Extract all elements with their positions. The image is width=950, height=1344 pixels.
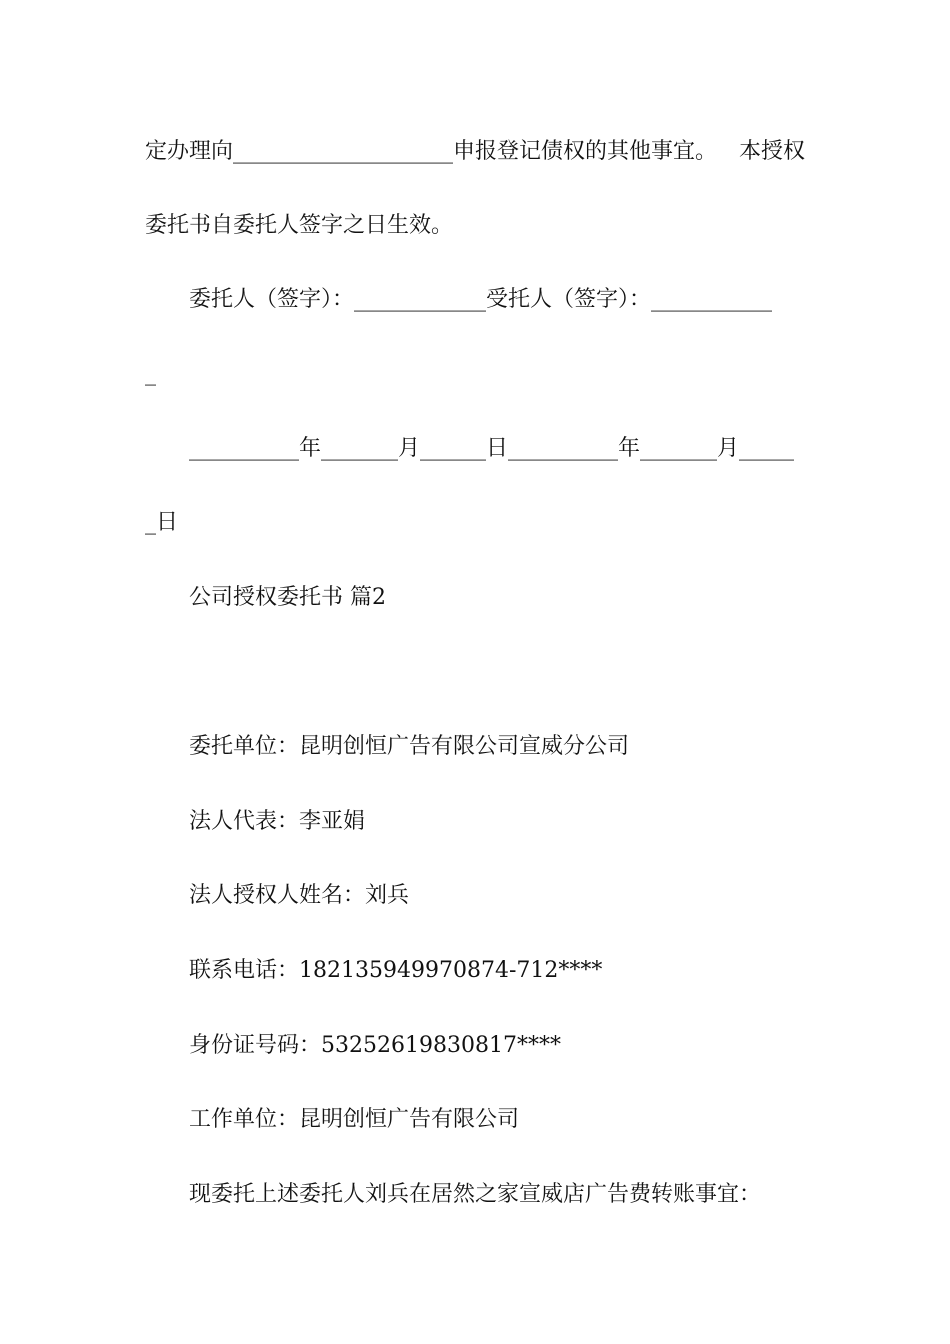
date-line: __________年_______月______日__________年_______月_____ [189,436,795,461]
field-entrusting-unit: 委托单位：昆明创恒广告有限公司宣威分公司 [189,734,630,759]
text-authorization-start: 本授权 [738,139,805,164]
text-registration-clause: 定办理向____________________申报登记债权的其他事宜。 [145,139,718,164]
date-line-overflow: _日 [145,510,179,535]
paragraph-line-effective: 委托书自委托人签字之日生效。 [145,213,454,238]
paragraph-line-registration [145,137,805,167]
signature-line-overflow: _ [145,361,156,386]
section-heading: 公司授权委托书 篇2 [189,585,386,610]
field-authorized-person: 法人授权人姓名：刘兵 [189,883,410,908]
paragraph-entrustment: 现委托上述委托人刘兵在居然之家宣威店广告费转账事宜： [189,1182,762,1207]
field-id-number: 身份证号码：53252619830817**** [189,1033,561,1058]
field-work-unit: 工作单位：昆明创恒广告有限公司 [189,1107,520,1132]
field-phone: 联系电话：182135949970874-712**** [189,958,603,983]
signature-line: 委托人（签字）：____________受托人（签字）：___________ [189,287,773,312]
field-legal-representative: 法人代表：李亚娟 [189,809,366,834]
